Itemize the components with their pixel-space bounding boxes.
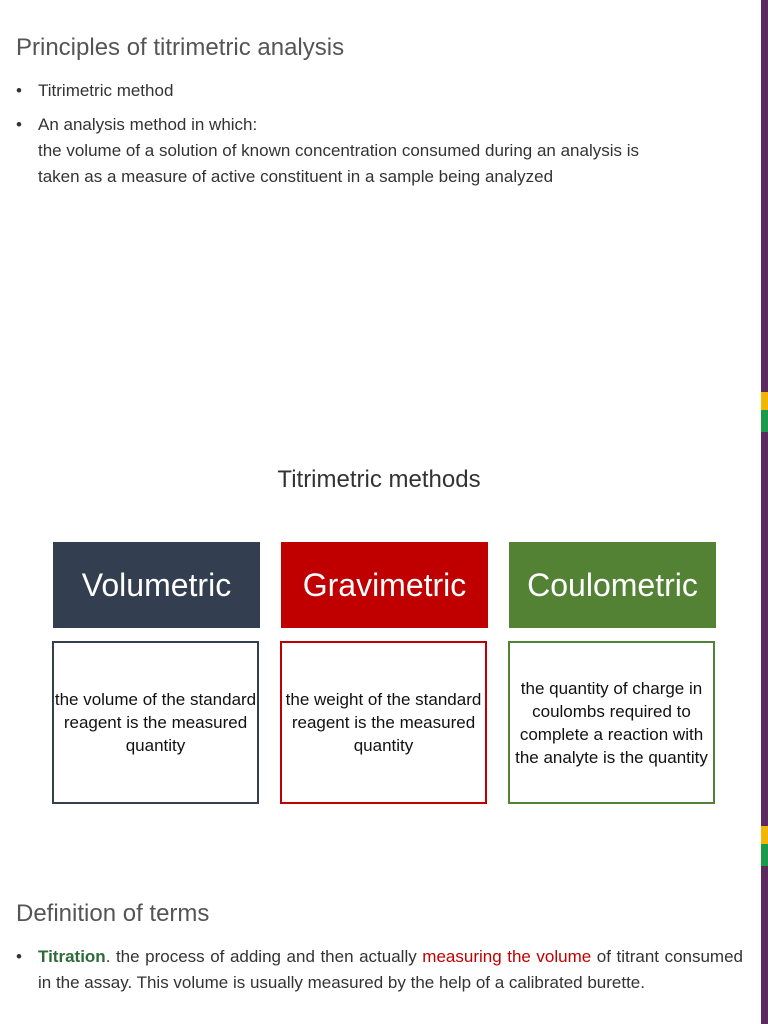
sidebar-accent-green: [761, 410, 768, 432]
sidebar-accent-yellow: [761, 392, 768, 410]
section-title-definitions: Definition of terms: [16, 900, 210, 927]
right-sidebar-bar: [761, 0, 768, 1024]
highlight-measuring-volume: measuring the volume: [422, 947, 592, 966]
sidebar-accent-yellow-2: [761, 826, 768, 844]
definition-titration: • Titration. the process of adding and then actually measuring the volume of titrant consumed in the assay. This volume is usually measured by the help of a calibrated burette.: [16, 944, 743, 996]
gravimetric-description: the weight of the standard reagent is the measured quantity: [280, 641, 487, 804]
principles-list: [16, 78, 746, 190]
bullet-titrimetric-method: • Titrimetric method: [16, 78, 746, 104]
bullet-dot: •: [16, 947, 22, 966]
bullet-dot: •: [16, 81, 22, 100]
term-titration: Titration: [38, 947, 106, 966]
coulometric-description: the quantity of charge in coulombs required to complete a reaction with the analyte is the quantity: [508, 641, 715, 804]
volumetric-header: Volumetric: [53, 542, 260, 628]
sidebar-accent-green-2: [761, 844, 768, 866]
coulometric-header: Coulometric: [509, 542, 716, 628]
bullet-dot: •: [16, 115, 22, 134]
methods-title: Titrimetric methods: [277, 466, 481, 493]
gravimetric-header: Gravimetric: [281, 542, 488, 628]
section-title-principles: Principles of titrimetric analysis: [16, 34, 345, 61]
definitions-list: [16, 944, 743, 996]
volumetric-description: the volume of the standard reagent is the measured quantity: [52, 641, 259, 804]
bullet-analysis-method: • An analysis method in which: the volume of a solution of known concentration consumed during an analysis is taken as a measure of active constituent in a sample being analyzed: [16, 112, 746, 190]
